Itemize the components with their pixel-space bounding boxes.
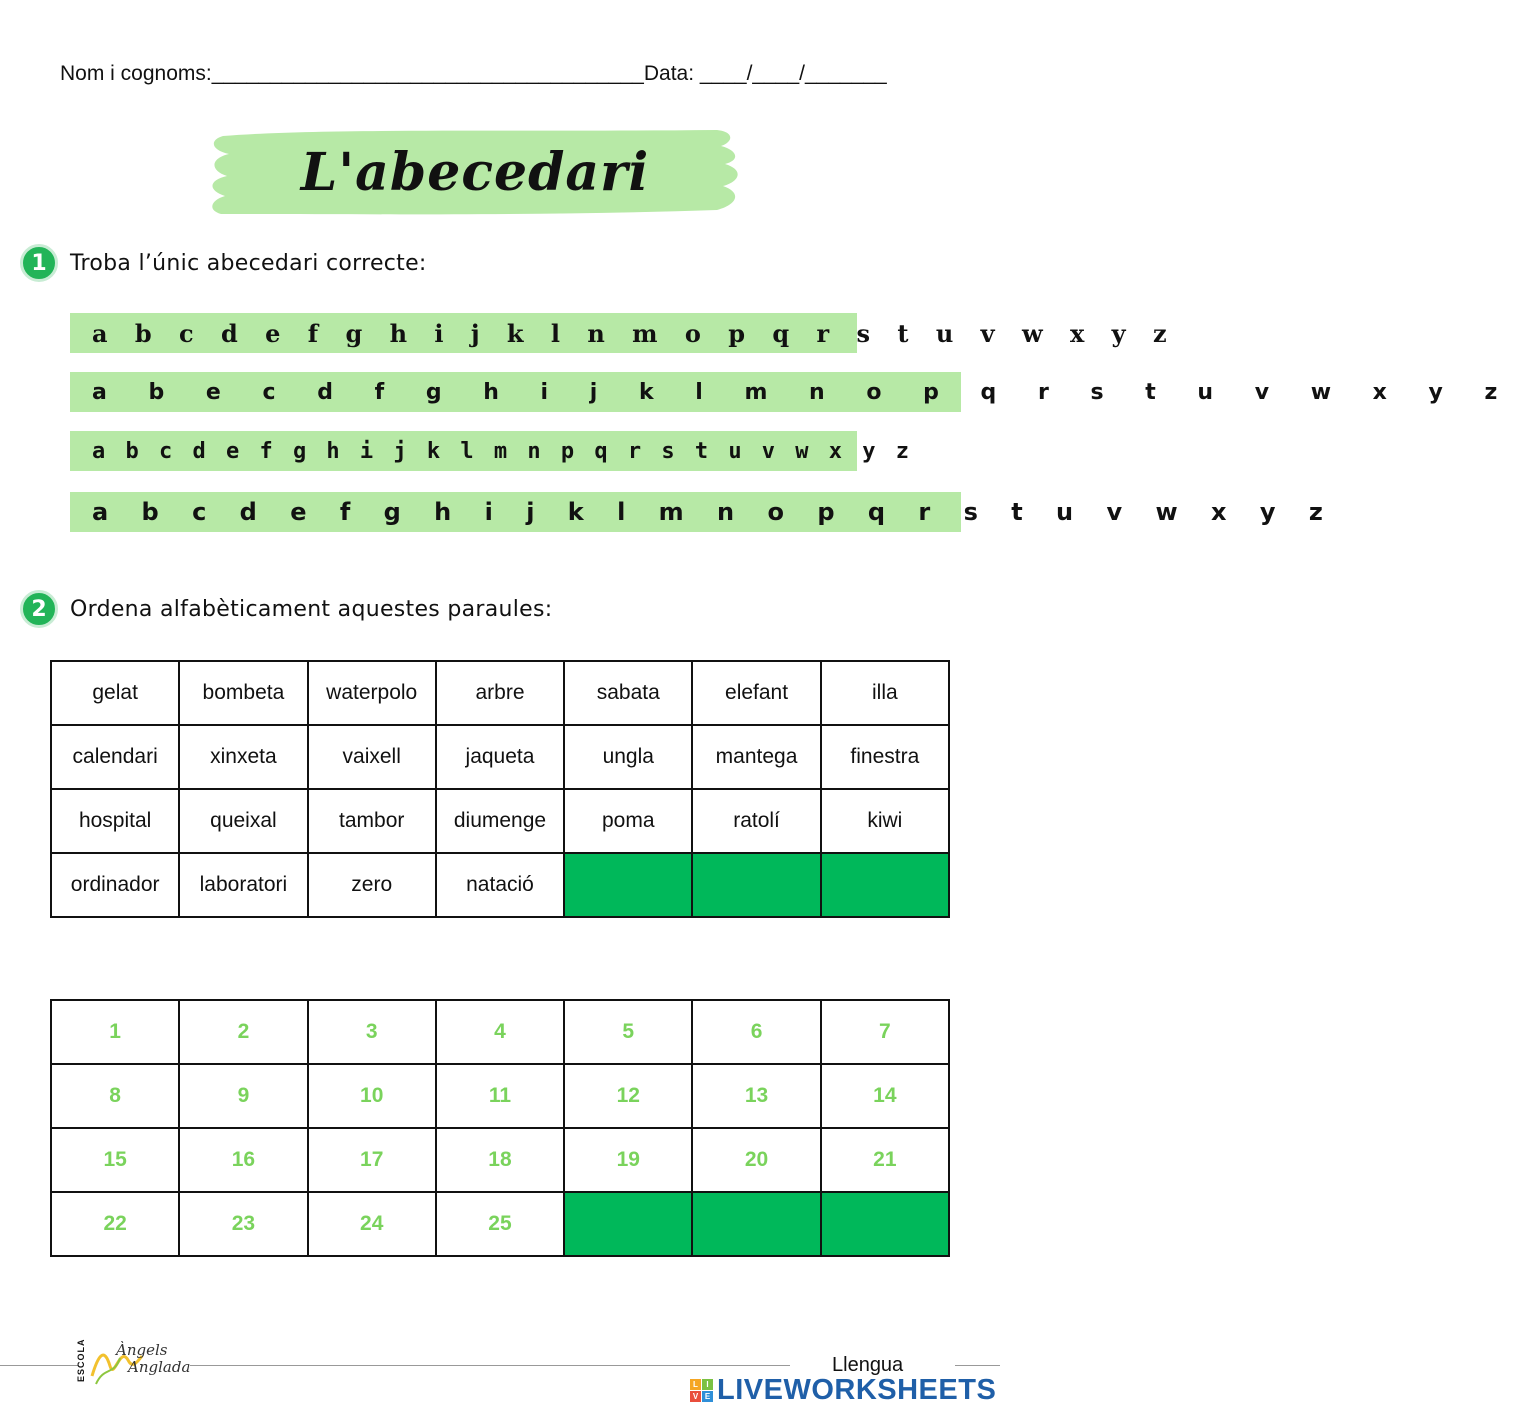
section-1-heading: [20, 244, 427, 282]
answer-cell[interactable]: 11: [436, 1064, 564, 1128]
answer-cell[interactable]: 1: [51, 1000, 179, 1064]
school-name-line-1: Àngels: [116, 1341, 168, 1359]
answer-cell[interactable]: 8: [51, 1064, 179, 1128]
alphabet-option-1[interactable]: a b c d e f g h i j k l n m o p q r s t u v w x y z: [70, 313, 857, 353]
alphabet-option-4[interactable]: a b c d e f g h i j k l m n o p q r s t u v w x y z: [70, 492, 961, 532]
table-row: [51, 1128, 949, 1192]
answer-cell[interactable]: 4: [436, 1000, 564, 1064]
liveworksheets-logo-text: LIVEWORKSHEETS: [717, 1374, 997, 1406]
school-name: [116, 1342, 190, 1376]
answer-cell[interactable]: 18: [436, 1128, 564, 1192]
answer-cell[interactable]: 21: [821, 1128, 949, 1192]
answer-cell[interactable]: 13: [692, 1064, 820, 1128]
answer-cell[interactable]: 10: [308, 1064, 436, 1128]
word-cell[interactable]: illa: [821, 661, 949, 725]
word-cell[interactable]: calendari: [51, 725, 179, 789]
table-row: [51, 1000, 949, 1064]
word-cell[interactable]: poma: [564, 789, 692, 853]
word-cell[interactable]: vaixell: [308, 725, 436, 789]
table-row: [51, 853, 949, 917]
filled-cell: [564, 853, 692, 917]
section-2-heading: [20, 590, 553, 628]
brand-icon-letter: V: [690, 1391, 701, 1402]
brand-icon-letter: E: [702, 1391, 713, 1402]
section-2-number: 2: [20, 590, 58, 628]
word-cell[interactable]: natació: [436, 853, 564, 917]
school-logo: [76, 1336, 196, 1392]
answer-cell[interactable]: 22: [51, 1192, 179, 1256]
title-banner: [205, 124, 745, 220]
answer-cell[interactable]: 17: [308, 1128, 436, 1192]
answer-cell[interactable]: 16: [179, 1128, 307, 1192]
answer-cell[interactable]: 2: [179, 1000, 307, 1064]
word-cell[interactable]: finestra: [821, 725, 949, 789]
filled-cell: [692, 1192, 820, 1256]
word-cell[interactable]: sabata: [564, 661, 692, 725]
alphabet-option-2[interactable]: a b e c d f g h i j k l m n o p q r s t u v w x y z: [70, 372, 961, 412]
answer-cell[interactable]: 5: [564, 1000, 692, 1064]
footer-divider: [955, 1365, 1000, 1366]
word-cell[interactable]: arbre: [436, 661, 564, 725]
table-row: [51, 1064, 949, 1128]
answer-cell[interactable]: 25: [436, 1192, 564, 1256]
filled-cell: [692, 853, 820, 917]
page-title: L'abecedari: [300, 141, 650, 203]
footer-divider: [0, 1365, 78, 1366]
answer-cell[interactable]: 23: [179, 1192, 307, 1256]
word-cell[interactable]: queixal: [179, 789, 307, 853]
section-1-instruction: Troba l’únic abecedari correcte:: [70, 250, 427, 276]
answer-cell[interactable]: 3: [308, 1000, 436, 1064]
answer-cell[interactable]: 6: [692, 1000, 820, 1064]
answer-cell[interactable]: 14: [821, 1064, 949, 1128]
word-cell[interactable]: laboratori: [179, 853, 307, 917]
word-cell[interactable]: hospital: [51, 789, 179, 853]
word-cell[interactable]: zero: [308, 853, 436, 917]
liveworksheets-icon: [690, 1379, 713, 1402]
filled-cell: [821, 853, 949, 917]
word-cell[interactable]: ordinador: [51, 853, 179, 917]
word-cell[interactable]: ungla: [564, 725, 692, 789]
section-2-instruction: Ordena alfabèticament aquestes paraules:: [70, 596, 553, 622]
table-row: [51, 789, 949, 853]
school-name-line-2: Anglada: [128, 1358, 191, 1376]
word-cell[interactable]: bombeta: [179, 661, 307, 725]
answer-cell[interactable]: 15: [51, 1128, 179, 1192]
words-table: [50, 660, 950, 918]
answer-cell[interactable]: 7: [821, 1000, 949, 1064]
alphabet-option-3[interactable]: a b c d e f g h i j k l m n p q r s t u v w x y z: [70, 431, 857, 471]
filled-cell: [564, 1192, 692, 1256]
word-cell[interactable]: gelat: [51, 661, 179, 725]
filled-cell: [821, 1192, 949, 1256]
table-row: [51, 725, 949, 789]
answer-cell[interactable]: 19: [564, 1128, 692, 1192]
section-1-number: 1: [20, 244, 58, 282]
name-date-line: Nom i cognoms:_____________________________________Data: ____/____/_______: [60, 62, 887, 85]
brand-icon-letter: L: [690, 1379, 701, 1390]
word-cell[interactable]: jaqueta: [436, 725, 564, 789]
word-cell[interactable]: elefant: [692, 661, 820, 725]
school-label: ESCOLA: [76, 1338, 86, 1382]
word-cell[interactable]: ratolí: [692, 789, 820, 853]
answer-cell[interactable]: 12: [564, 1064, 692, 1128]
word-cell[interactable]: waterpolo: [308, 661, 436, 725]
word-cell[interactable]: diumenge: [436, 789, 564, 853]
table-row: [51, 661, 949, 725]
liveworksheets-brand[interactable]: [690, 1374, 996, 1407]
word-cell[interactable]: mantega: [692, 725, 820, 789]
answer-cell[interactable]: 9: [179, 1064, 307, 1128]
answer-table: [50, 999, 950, 1257]
answer-cell[interactable]: 24: [308, 1192, 436, 1256]
answer-cell[interactable]: 20: [692, 1128, 820, 1192]
word-cell[interactable]: tambor: [308, 789, 436, 853]
table-row: [51, 1192, 949, 1256]
word-cell[interactable]: kiwi: [821, 789, 949, 853]
footer-divider: [190, 1365, 790, 1366]
word-cell[interactable]: xinxeta: [179, 725, 307, 789]
subject-label: Llengua: [832, 1354, 904, 1376]
brand-icon-letter: I: [702, 1379, 713, 1390]
